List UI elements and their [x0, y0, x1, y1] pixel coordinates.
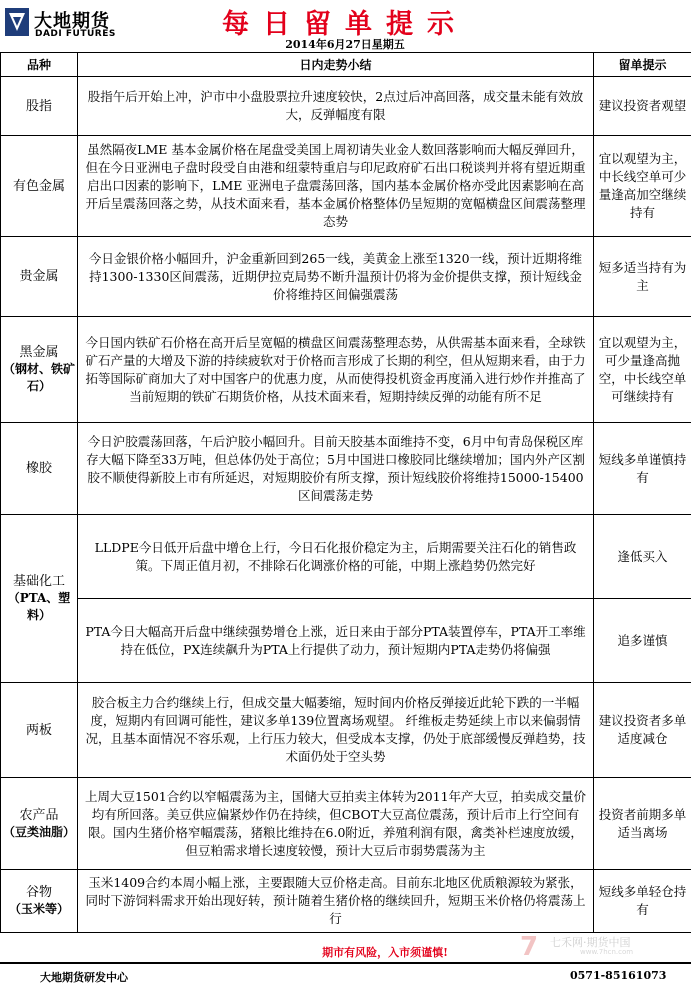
tip-cell: 建议投资者观望: [594, 77, 691, 136]
tip-cell: 建议投资者多单适度减仓: [594, 683, 691, 778]
table-row-nonferrous: [1, 136, 691, 237]
page-title: 每日留单提示: [180, 2, 510, 41]
watermark: [520, 932, 690, 958]
column-header-category: 品种: [1, 53, 78, 77]
tip-cell: 短多适当持有为主: [594, 237, 691, 317]
table-row-boards: [1, 683, 691, 778]
table-row-chemicals-pta: [1, 599, 691, 683]
category-subtitle: （钢材、铁矿石）: [3, 362, 75, 393]
category-name: 两板: [26, 723, 52, 738]
tip-cell: 短线多单谨慎持有: [594, 423, 691, 515]
summary-cell: 玉米1409合约本周小幅上涨，主要跟随大豆价格走高。目前东北地区优质粮源较为紧张，同时下游饲料需求开始出现好转，预计随着生猪价格的继续回升，短期玉米价格仍将震荡上行: [78, 870, 594, 933]
tip-cell: 短线多单轻仓持有: [594, 870, 691, 933]
table-row-grains: [1, 870, 691, 933]
category-name: 基础化工: [13, 574, 65, 589]
table-row-chemicals-lldpe: [1, 515, 691, 599]
summary-cell: 虽然隔夜LME 基本金属价格在尾盘受美国上周初请失业金人数回落影响而大幅反弹回升，但在今日亚洲电子盘时段受自由港和纽蒙特重启与印尼政府矿石出口税谈判并将有望近期重启出口因素的影响下，LME 亚洲电子盘震荡回落，国内基本金属价格亦受此因素影响在高开后呈震荡回落之势，从技术面来看，基本金属价格整体仍呈短期的宽幅横盘区间震荡整理态势: [78, 136, 594, 237]
watermark-text: 七禾网·期货中国: [550, 934, 631, 950]
summary-cell: LLDPE今日低开后盘中增仓上行，今日石化报价稳定为主，后期需要关注石化的销售政策。下周正值月初，不排除石化调涨价格的可能，中期上涨趋势仍然完好: [78, 515, 594, 599]
footer-phone: 0571-85161073: [570, 969, 666, 982]
dadi-logo-icon: [4, 7, 30, 37]
tip-cell: 宜以观望为主，中长线空单可少量逢高加空继续持有: [594, 136, 691, 237]
category-name: 黑金属: [19, 345, 58, 360]
tip-cell: 逢低买入: [594, 515, 691, 599]
risk-warning: 期市有风险，入市须谨慎!: [270, 944, 500, 960]
logo-text-en: DADI FUTURES: [35, 29, 116, 39]
watermark-logo-icon: 7: [520, 932, 538, 962]
summary-cell: 今日国内铁矿石价格在高开后呈宽幅的横盘区间震荡整理态势，从供需基本面来看，全球铁矿石产量的大增及下游的持续疲软对于价格而言形成了长期的利空，但从短期来看，由于力拓等国际矿商加大了对中国客户的优惠力度，从而使得投机资金再度涌入进行炒作并推高了当前短期的铁矿石期货价格，从技术面来看，短期持续反弹的动能有所不足: [78, 317, 594, 423]
summary-cell: 胶合板主力合约继续上行，但成交量大幅萎缩，短时间内价格反弹接近此轮下跌的一半幅度，短期内有回调可能性，建议多单139位置离场观望。 纤维板走势延续上市以来偏弱情况，且基本面情况不容乐观，上行压力较大，但受成本支撑，仍处于底部缓慢反弹趋势，技术面仍处于空头势: [78, 683, 594, 778]
category-subtitle: （玉米等）: [9, 902, 69, 916]
summary-cell: PTA今日大幅高开后盘中继续强势增仓上涨，近日来由于部分PTA装置停车，PTA开工率维持在低位，PX连续飙升为PTA上行提供了动力，预计短期内PTA走势仍将偏强: [78, 599, 594, 683]
tip-cell: 追多谨慎: [594, 599, 691, 683]
column-header-tip: 留单提示: [594, 53, 691, 77]
footer-organization: 大地期货研发中心: [40, 969, 128, 985]
category-subtitle: （豆类油脂）: [3, 825, 75, 839]
category-cell: [1, 778, 78, 870]
category-cell: [1, 423, 78, 515]
watermark-url: www.7hcn.com: [580, 948, 633, 956]
category-cell: [1, 77, 78, 136]
category-cell: [1, 515, 78, 683]
category-cell: [1, 870, 78, 933]
table-row-ferrous: [1, 317, 691, 423]
daily-tips-table: [0, 52, 691, 933]
category-name: 贵金属: [19, 269, 58, 284]
table-row-stock-index: [1, 77, 691, 136]
table-row-precious-metals: [1, 237, 691, 317]
category-cell: [1, 237, 78, 317]
category-cell: [1, 136, 78, 237]
report-date: 2014年6月27日星期五: [200, 36, 490, 52]
table-row-rubber: [1, 423, 691, 515]
category-name: 谷物: [26, 885, 52, 900]
tip-cell: 宜以观望为主，可少量逢高抛空，中长线空单可继续持有: [594, 317, 691, 423]
summary-cell: 股指午后开始上冲，沪市中小盘股票拉升速度较快，2点过后冲高回落，成交量未能有效放大，反弹幅度有限: [78, 77, 594, 136]
company-logo: [2, 5, 122, 41]
tip-cell: 投资者前期多单适当离场: [594, 778, 691, 870]
category-subtitle: （PTA、塑料）: [8, 591, 71, 622]
footer: [0, 962, 691, 986]
header: [0, 0, 691, 56]
table-row-agricultural: [1, 778, 691, 870]
category-cell: [1, 317, 78, 423]
column-header-summary: 日内走势小结: [78, 53, 594, 77]
summary-cell: 上周大豆1501合约以窄幅震荡为主，国储大豆拍卖主体转为2011年产大豆，拍卖成交量价均有所回落。美豆供应偏紧炒作仍在持续，但CBOT大豆高位震荡，预计后市上行空间有限。国内生猪价格窄幅震荡，猪粮比维持在6.0附近，养殖利润有限，禽类补栏速度放缓，但豆粕需求增长速度较慢，预计大豆后市弱势震荡为主: [78, 778, 594, 870]
table-header-row: [1, 53, 691, 77]
category-name: 有色金属: [13, 179, 65, 194]
summary-cell: 今日沪胶震荡回落，午后沪胶小幅回升。目前天胶基本面维持不变，6月中旬青岛保税区库存大幅下降至33万吨，但总体仍处于高位；5月中国进口橡胶同比继续增加；国内外产区割胶不顺使得新胶上市有所延迟，对短期胶价有所支撑，预计短线胶价将维持15000-15400区间震荡走势: [78, 423, 594, 515]
category-name: 农产品: [19, 808, 58, 823]
category-name: 股指: [26, 99, 52, 114]
logo-text-cn: 大地期货: [34, 7, 110, 33]
category-cell: [1, 683, 78, 778]
category-name: 橡胶: [26, 461, 52, 476]
summary-cell: 今日金银价格小幅回升，沪金重新回到265一线，美黄金上涨至1320一线，预计近期将维持1300-1330区间震荡，近期伊拉克局势不断升温预计仍将为金价提供支撑，预计短线金价将维持区间偏强震荡: [78, 237, 594, 317]
